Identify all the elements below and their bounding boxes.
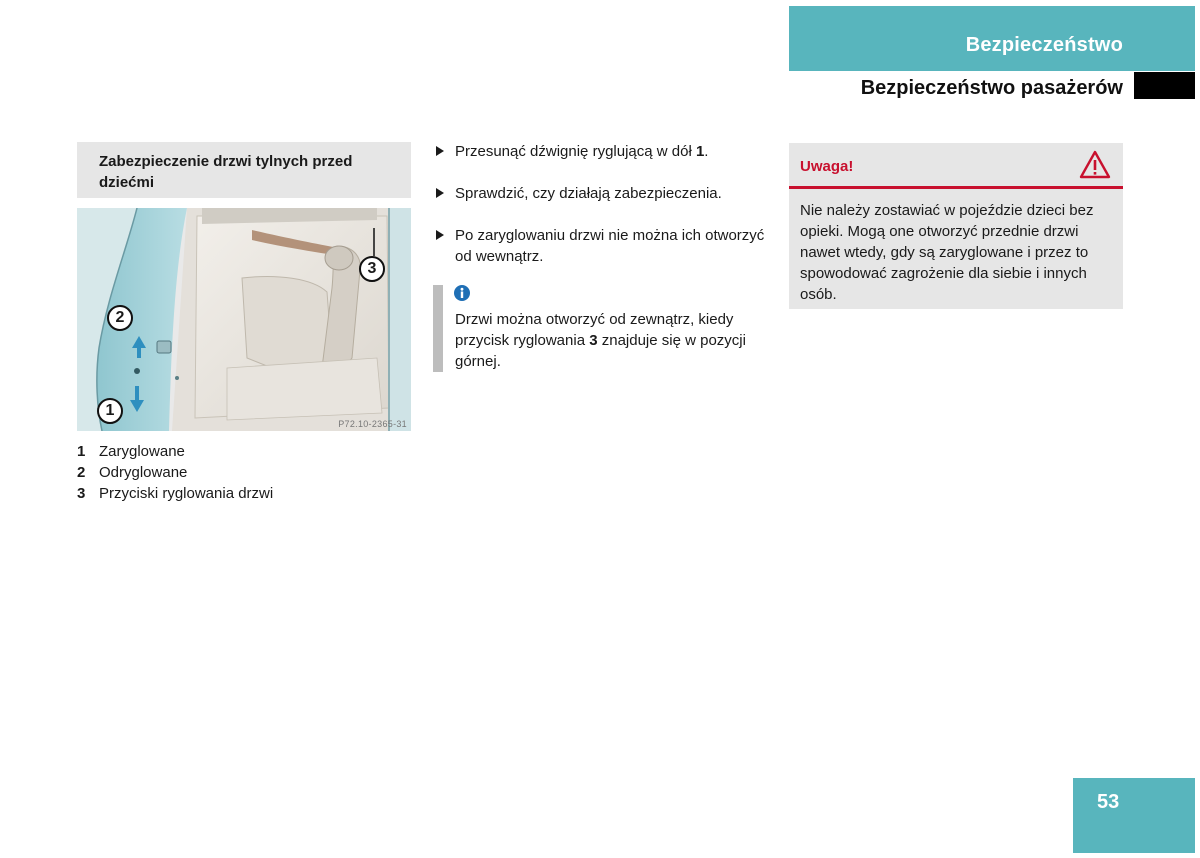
step-after: . <box>704 143 709 160</box>
step-arrow-icon <box>436 188 444 198</box>
instruction-step <box>436 225 766 267</box>
info-icon <box>454 285 470 306</box>
warning-title: Uwaga! <box>800 158 854 175</box>
chapter-title: Bezpieczeństwo <box>965 34 1123 56</box>
note-text-before: Drzwi można otworzyć od zewnątrz, kiedy przycisk ryglowania <box>455 311 734 349</box>
chapter-tab <box>789 6 1195 71</box>
warning-box <box>789 143 1123 309</box>
section-title: Bezpieczeństwo pasażerów <box>860 77 1123 99</box>
legend-number: 2 <box>77 464 86 481</box>
legend <box>77 441 411 504</box>
instruction-steps <box>436 141 766 288</box>
callout-1: 1 <box>97 398 123 424</box>
step-arrow-icon <box>436 230 444 240</box>
page-number-tab <box>1073 778 1195 853</box>
legend-item <box>77 441 411 462</box>
step-text: Sprawdzić, czy działają zabezpieczenia. <box>455 185 722 202</box>
legend-text: Zaryglowane <box>99 443 185 460</box>
section-marker-bar <box>1134 72 1195 99</box>
step-ref: 1 <box>695 143 705 160</box>
warning-header <box>789 143 1123 189</box>
note-text-after: znajduje się w pozycji górnej. <box>455 332 746 370</box>
legend-item <box>77 483 411 504</box>
legend-number: 3 <box>77 485 86 502</box>
instruction-step <box>436 141 766 162</box>
callout-3: 3 <box>359 256 385 282</box>
door-illustration <box>77 208 411 431</box>
step-text: Po zaryglowaniu drzwi nie można ich otworzyć od wewnątrz. <box>455 227 765 265</box>
note-bar <box>433 285 443 372</box>
page-number: 53 <box>1097 791 1120 813</box>
warning-text: Nie należy zostawiać w pojeździe dzieci bez opieki. Mogą one otworzyć przednie drzwi nawet wtedy, gdy są zaryglowane i przez to spowodować zagrożenie dla siebie i innych osób. <box>800 202 1094 303</box>
note-ref: 3 <box>589 332 598 349</box>
legend-item <box>77 462 411 483</box>
note-text <box>455 309 770 372</box>
legend-text: Przyciski ryglowania drzwi <box>99 485 274 502</box>
step-arrow-icon <box>436 146 444 156</box>
instruction-step <box>436 183 766 204</box>
figure-code: P72.10-2365-31 <box>338 419 407 429</box>
callout-2: 2 <box>107 305 133 331</box>
subsection-heading: Zabezpieczenie drzwi tylnych przed dziećmi <box>77 142 411 198</box>
info-note <box>433 285 768 372</box>
legend-number: 1 <box>77 443 86 460</box>
step-text: Przesunąć dźwignię ryglującą w dół <box>455 143 696 160</box>
legend-text: Odryglowane <box>99 464 188 481</box>
warning-triangle-icon <box>1079 150 1111 184</box>
